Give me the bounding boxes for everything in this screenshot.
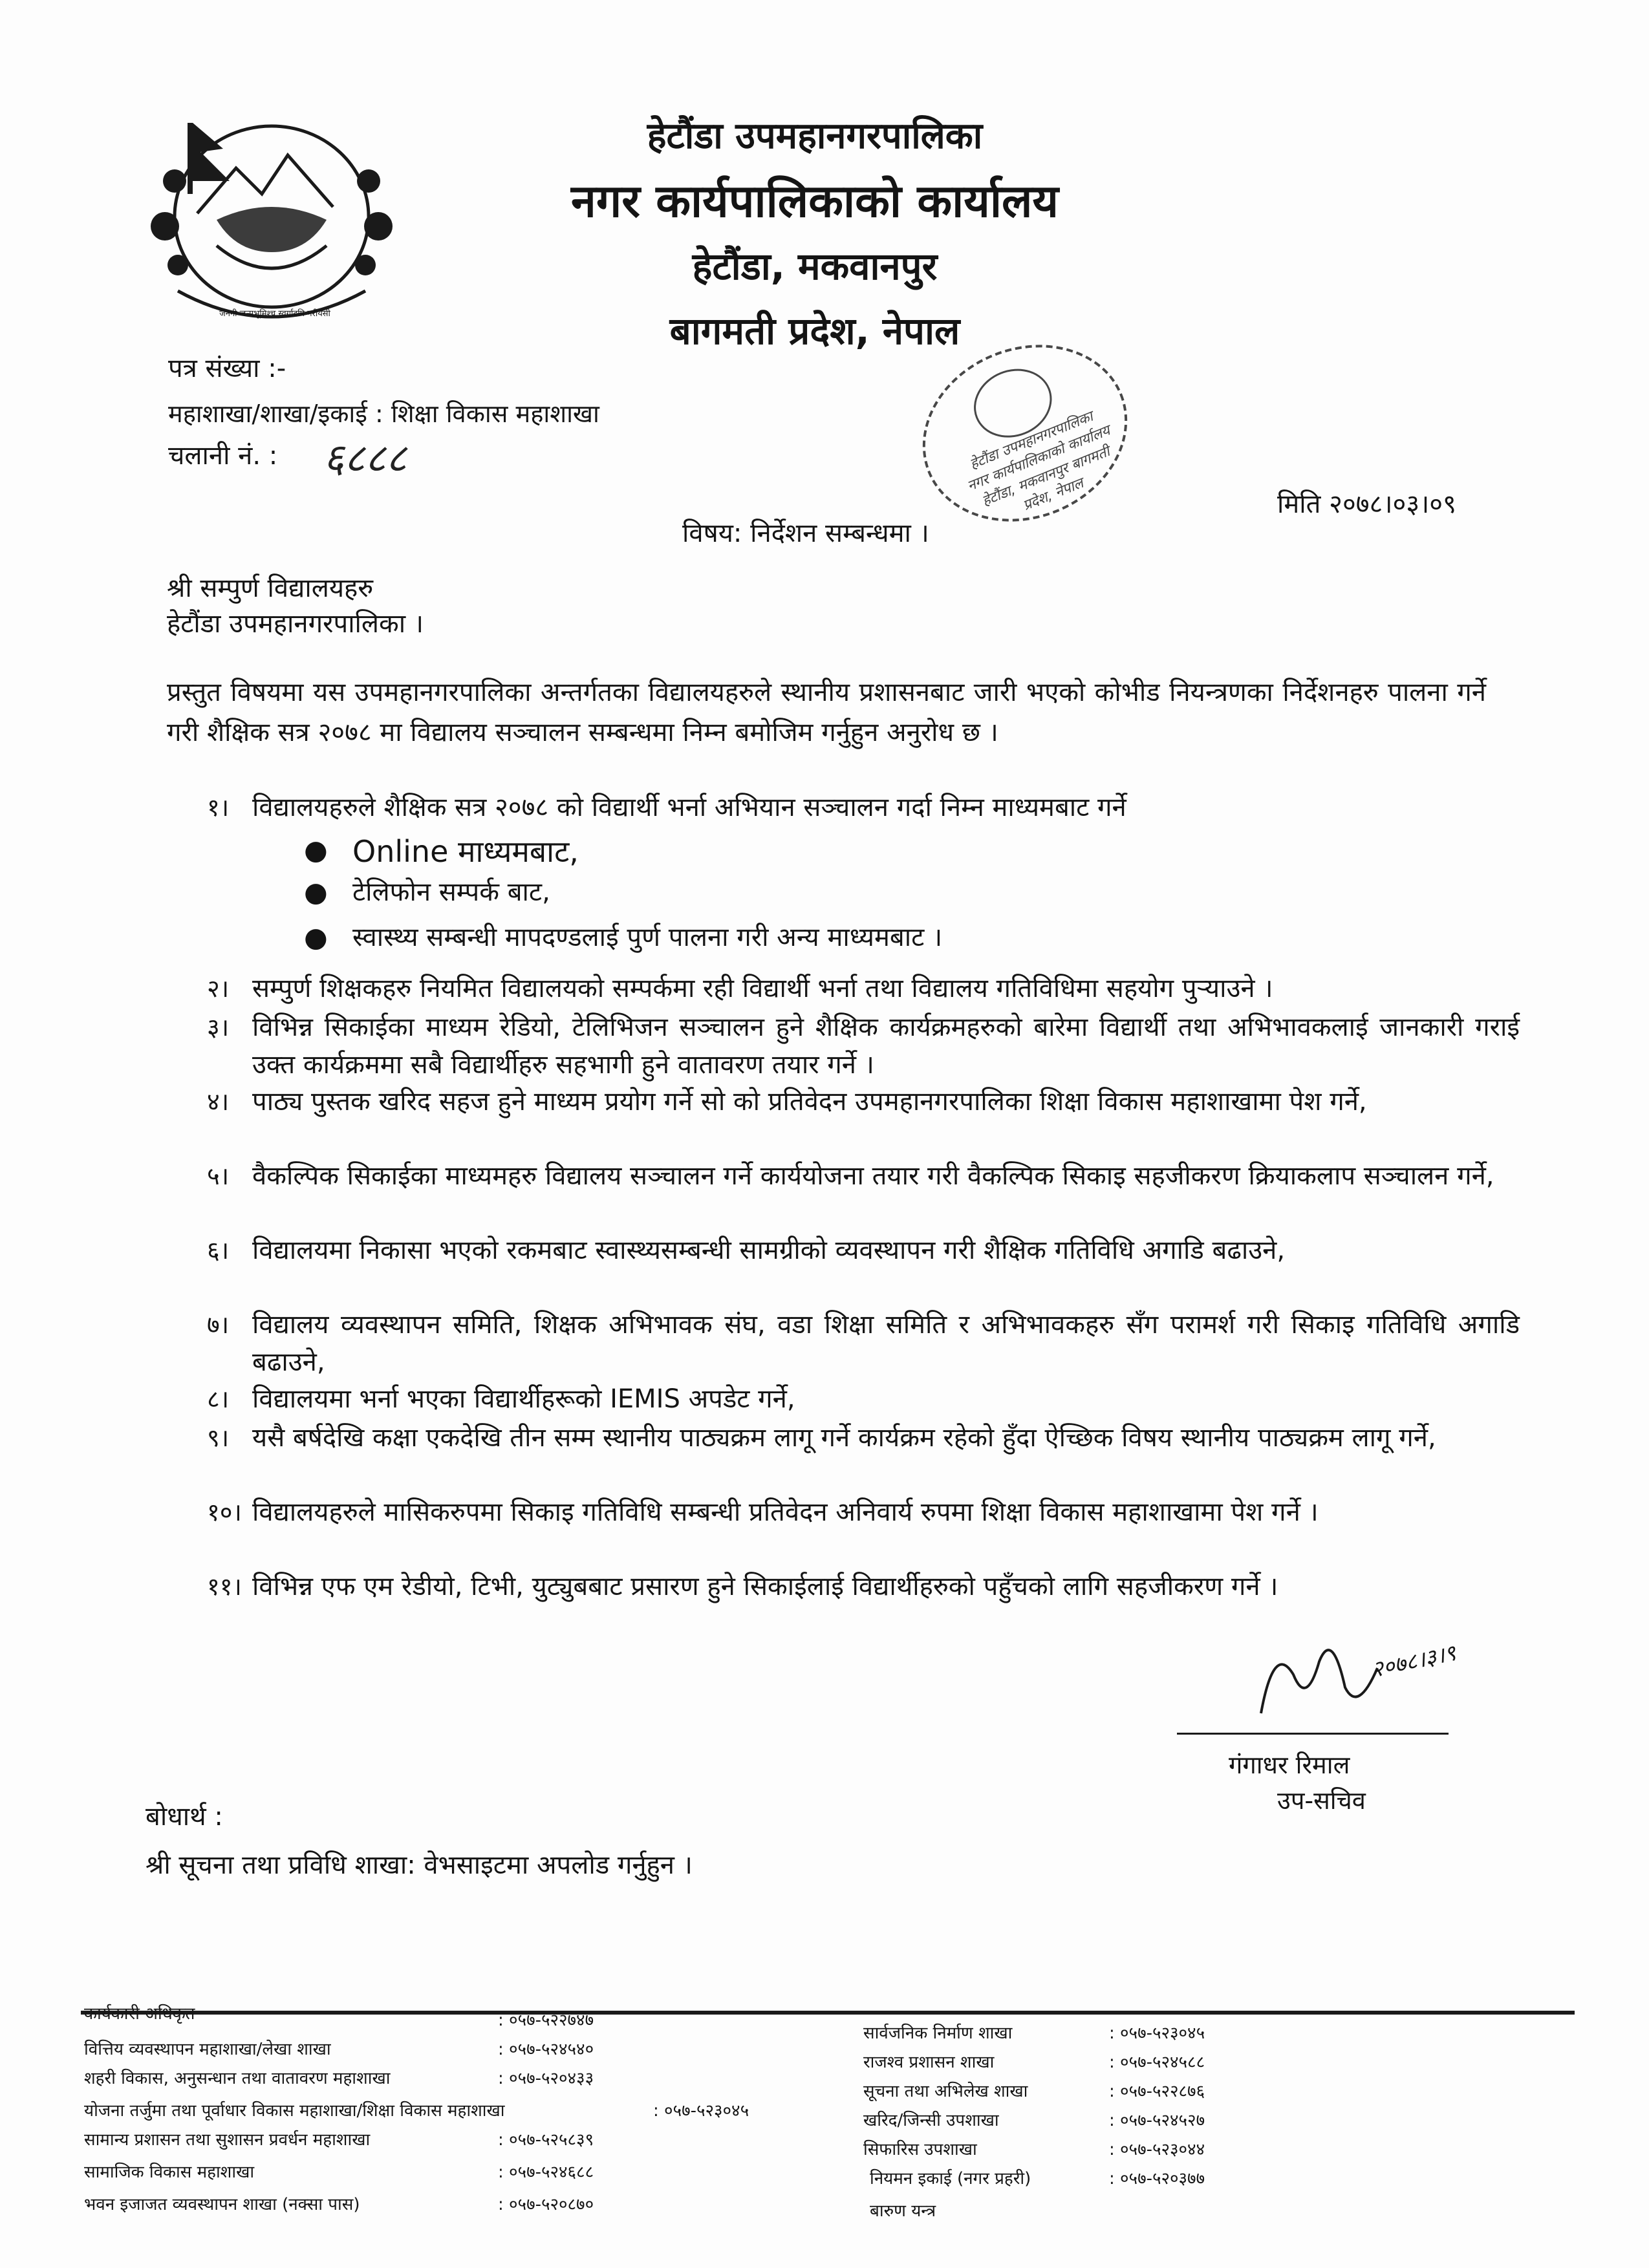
signature-date: २०७८।३।९ — [1369, 1640, 1458, 1684]
signature-scrawl — [1248, 1616, 1468, 1726]
footer-label: सिफारिस उपशाखा — [863, 2140, 977, 2159]
shakha-line: महाशाखा/शाखा/इकाई : शिक्षा विकास महाशाखा — [168, 400, 599, 428]
item-text: विभिन्न सिकाईका माध्यम रेडियो, टेलिभिजन सञ्चालन हुने शैक्षिक कार्यक्रमहरुको बारेमा विद्यार्थी तथा अभिभावकलाई जानकारी गराई उक्त कार्यक्रममा सबै विद्यार्थीहरु सहभागी हुने वातावरण तयार गर्ने । — [252, 1012, 1520, 1080]
item-number: ३। — [207, 1013, 230, 1042]
item-number: ८। — [207, 1385, 230, 1413]
signatory-name: गंगाधर रिमाल — [1229, 1751, 1350, 1779]
bullet-item: टेलिफोन सम्पर्क बाट, — [352, 877, 550, 907]
footer-value: : ०५७-५२०४३३ — [498, 2069, 594, 2088]
footer-label: सार्वजनिक निर्माण शाखा — [863, 2024, 1013, 2043]
item-number: १०। — [207, 1498, 242, 1526]
footer-value: : ०५७-५२०३७७ — [1109, 2169, 1205, 2188]
header-line-3: हेटौंडा, मकवानपुर — [692, 244, 938, 288]
bullet-icon: ● — [304, 921, 328, 953]
footer-label: शहरी विकास, अनुसन्धान तथा वातावरण महाशाखा — [84, 2069, 391, 2088]
footer-value: : ०५७-५२२७४७ — [498, 2011, 594, 2030]
signature-line — [1177, 1733, 1449, 1735]
item-text: पाठ्य पुस्तक खरिद सहज हुने माध्यम प्रयोग गर्ने सो को प्रतिवेदन उपमहानगरपालिका शिक्षा विकास महाशाखामा पेश गर्ने, — [252, 1087, 1367, 1117]
signatory-title: उप-सचिव — [1277, 1786, 1366, 1815]
footer-value: : ०५७-५२४५४० — [498, 2040, 594, 2059]
item-number: ५। — [207, 1162, 230, 1190]
footer-label: खरिद/जिन्सी उपशाखा — [863, 2111, 999, 2130]
footer-label: सूचना तथा अभिलेख शाखा — [863, 2082, 1028, 2101]
footer-divider — [81, 2011, 1575, 2015]
footer-label: बारुण यन्त्र — [870, 2201, 936, 2221]
item-number: ४। — [207, 1087, 230, 1116]
footer-value: : ०५७-५२३०४५ — [653, 2101, 749, 2121]
item-number: २। — [207, 974, 230, 1003]
chalani-label: चलानी नं. : — [168, 441, 278, 471]
item-number: १। — [207, 793, 230, 822]
item-number: ९। — [207, 1424, 230, 1452]
bodhartha-label: बोधार्थ : — [146, 1802, 223, 1832]
header-line-1: हेटौंडा उपमहानगरपालिका — [647, 115, 983, 157]
footer-value: : ०५७-५२३०४४ — [1109, 2140, 1205, 2159]
chalani-number: ६८८८ — [323, 434, 407, 482]
stamp-text: हेटौंडा उपमहानगरपालिका नगर कार्यपालिकाको कार्यालय हेटौंडा, मकवानपुर बागमती प्रदेश, नेपाल — [965, 408, 1113, 515]
item-text: विद्यालयहरुले मासिकरुपमा सिकाइ गतिविधि सम्बन्धी प्रतिवेदन अनिवार्य रुपमा शिक्षा विकास महाशाखामा पेश गर्ने । — [252, 1497, 1319, 1527]
footer-label: सामान्य प्रशासन तथा सुशासन प्रवर्धन महाशाखा — [84, 2130, 371, 2150]
footer-label: सामाजिक विकास महाशाखा — [84, 2163, 255, 2182]
item-number: ६। — [207, 1236, 230, 1265]
footer-label: राजश्व प्रशासन शाखा — [863, 2053, 995, 2072]
footer-label: योजना तर्जुमा तथा पूर्वाधार विकास महाशाखा/शिक्षा विकास महाशाखा — [84, 2101, 505, 2121]
item-number: ७। — [207, 1311, 230, 1339]
footer-value: : ०५७-५२५८३९ — [498, 2130, 594, 2150]
addressee-line-2: हेटौंडा उपमहानगरपालिका । — [167, 609, 424, 639]
footer-value: : ०५७-५२४५२७ — [1109, 2111, 1205, 2130]
item-text: सम्पुर्ण शिक्षकहरु नियमित विद्यालयको सम्पर्कमा रही विद्यार्थी भर्ना तथा विद्यालय गतिविधिमा सहयोग पुऱ्याउने । — [252, 974, 1273, 1003]
header-line-2: नगर कार्यपालिकाको कार्यालय — [570, 175, 1059, 228]
item-text: विद्यालय व्यवस्थापन समिति, शिक्षक अभिभावक संघ, वडा शिक्षा समिति र अभिभावकहरु सँग परामर्श गरी सिकाइ गतिविधि अगाडि बढाउने, — [252, 1310, 1520, 1377]
bodhartha-line: श्री सूचना तथा प्रविधि शाखा: वेभसाइटमा अपलोड गर्नुहुन । — [146, 1850, 693, 1880]
subject: विषय: निर्देशन सम्बन्धमा । — [682, 519, 929, 548]
header-line-4: बागमती प्रदेश, नेपाल — [669, 309, 960, 353]
intro-paragraph: प्रस्तुत विषयमा यस उपमहानगरपालिका अन्तर्गतका विद्यालयहरुले स्थानीय प्रशासनबाट जारी भएको कोभीड नियन्त्रणका निर्देशनहरु पालना गर्ने गरी शैक्षिक सत्र २०७८ मा विद्यालय सञ्चालन सम्बन्धमा निम्न बमोजिम गर्नुहुन अनुरोध छ । — [167, 678, 1486, 747]
footer-label: भवन इजाजत व्यवस्थापन शाखा (नक्सा पास) — [84, 2195, 360, 2214]
bullet-item: स्वास्थ्य सम्बन्धी मापदण्डलाई पुर्ण पालना गरी अन्य माध्यमबाट । — [352, 923, 943, 952]
date: मिति २०७८।०३।०९ — [1277, 489, 1456, 519]
footer-value: : ०५७-५२२८७६ — [1109, 2082, 1205, 2101]
footer-label: कार्यकारी अधिकृत — [84, 2004, 195, 2024]
footer-label: नियमन इकाई (नगर प्रहरी) — [870, 2169, 1031, 2188]
emblem-motto: जननी जन्मभूमिश्च स्वर्गादपि गरीयसी — [219, 309, 330, 319]
item-text: विद्यालयमा भर्ना भएका विद्यार्थीहरूको IEMIS अपडेट गर्ने, — [252, 1384, 795, 1414]
item-text: विद्यालयमा निकासा भएको रकमबाट स्वास्थ्यसम्बन्धी सामग्रीको व्यवस्थापन गरी शैक्षिक गतिविधि अगाडि बढाउने, — [252, 1236, 1286, 1265]
item-text: विद्यालयहरुले शैक्षिक सत्र २०७८ को विद्यार्थी भर्ना अभियान सञ्चालन गर्दा निम्न माध्यमबाट गर्ने — [252, 793, 1126, 822]
item-text: विभिन्न एफ एम रेडीयो, टिभी, युट्युबबाट प्रसारण हुने सिकाईलाई विद्यार्थीहरुको पहुँचको लागि सहजीकरण गर्ने । — [252, 1572, 1278, 1601]
item-text: वैकल्पिक सिकाईका माध्यमहरु विद्यालय सञ्चालन गर्ने कार्ययोजना तयार गरी वैकल्पिक सिकाइ सहजीकरण क्रियाकलाप सञ्चालन गर्ने, — [252, 1161, 1494, 1191]
footer-value: : ०५७-५२३०४५ — [1109, 2024, 1205, 2043]
footer-value: : ०५७-५२४६८८ — [498, 2163, 594, 2182]
footer-value: : ०५७-५२०८७० — [498, 2195, 594, 2214]
item-number: ११। — [207, 1572, 242, 1601]
bullet-icon: ● — [304, 834, 328, 866]
bullet-icon: ● — [304, 876, 328, 908]
item-text: यसै बर्षदेखि कक्षा एकदेखि तीन सम्म स्थानीय पाठ्यक्रम लागू गर्ने कार्यक्रम रहेको हुँदा ऐच्छिक विषय स्थानीय पाठ्यक्रम लागू गर्ने, — [252, 1423, 1436, 1453]
footer-value: : ०५७-५२४५८८ — [1109, 2053, 1205, 2072]
patra-sankhya-label: पत्र संख्या :- — [168, 354, 286, 383]
footer-label: वित्तिय व्यवस्थापन महाशाखा/लेखा शाखा — [84, 2040, 331, 2059]
addressee-line-1: श्री सम्पुर्ण विद्यालयहरु — [167, 573, 374, 603]
bullet-item: Online माध्यमबाट, — [352, 834, 579, 869]
nepal-emblem — [139, 97, 404, 336]
